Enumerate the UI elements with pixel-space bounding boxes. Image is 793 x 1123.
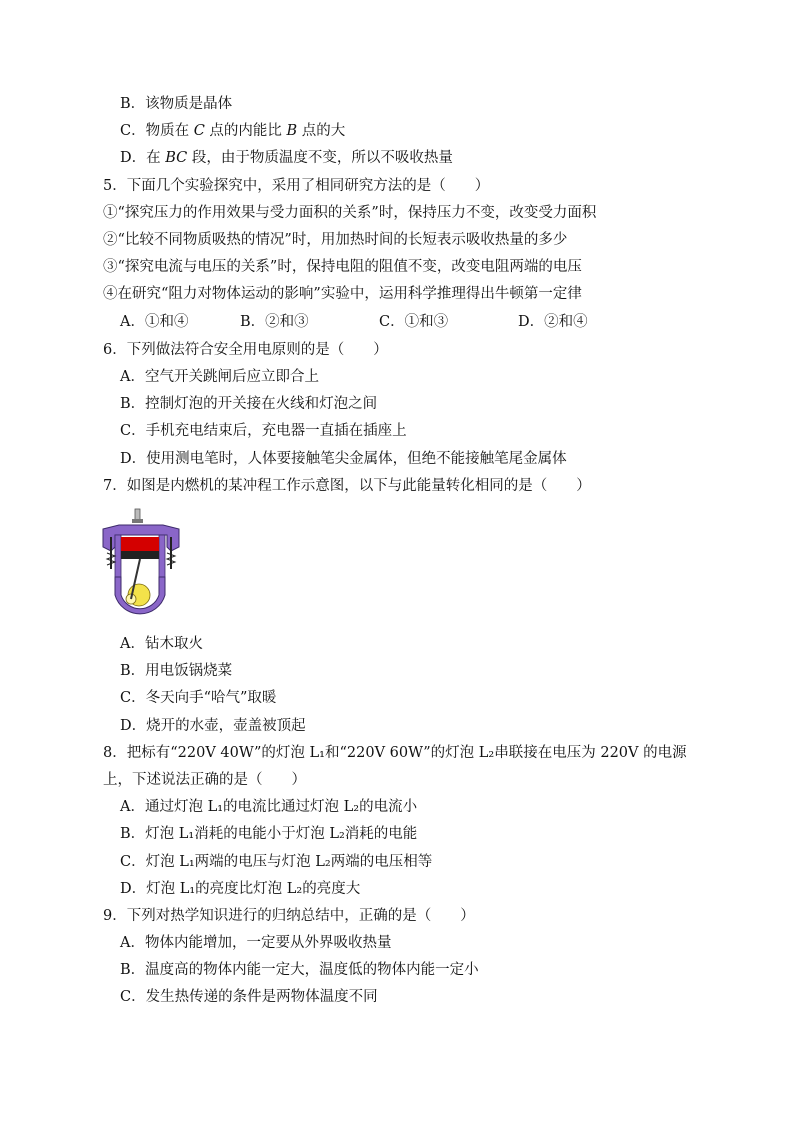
q9-option-c: C．发生热传递的条件是两物体温度不同 bbox=[120, 989, 378, 1005]
q7-option-a: A．钻木取火 bbox=[120, 636, 203, 652]
q7-option-d: D．烧开的水壶，壶盖被顶起 bbox=[120, 718, 306, 734]
q8-stem-line2: 上，下述说法正确的是（ ） bbox=[103, 772, 306, 788]
q9-stem: 9．下列对热学知识进行的归纳总结中，正确的是（ ） bbox=[103, 908, 475, 924]
q5-option-a: A．①和④ bbox=[120, 314, 189, 330]
q7-stem: 7．如图是内燃机的某冲程工作示意图，以下与此能量转化相同的是（ ） bbox=[103, 478, 591, 494]
q5-option-d: D．②和④ bbox=[518, 314, 588, 330]
engine-diagram bbox=[101, 507, 181, 625]
q4-option-b: B．该物质是晶体 bbox=[120, 96, 233, 112]
q7-option-b: B．用电饭锅烧菜 bbox=[120, 663, 233, 679]
piston-ring bbox=[121, 551, 159, 559]
q6-stem: 6．下列做法符合安全用电原则的是（ ） bbox=[103, 342, 388, 358]
piston bbox=[121, 537, 159, 551]
q4-option-c: C．物质在 C 点的内能比 B 点的大 bbox=[120, 123, 346, 139]
q5-stem: 5．下面几个实验探究中，采用了相同研究方法的是（ ） bbox=[103, 178, 490, 194]
q5-options bbox=[120, 312, 588, 332]
q8-stem-line1: 8．把标有“220V 40W”的灯泡 L₁和“220V 60W”的灯泡 L₂串联接在电压为 220V 的电源 bbox=[103, 745, 687, 761]
q6-option-a: A．空气开关跳闸后应立即合上 bbox=[120, 369, 319, 385]
q5-item-3: ③“探究电流与电压的关系”时，保持电阻的阻值不变，改变电阻两端的电压 bbox=[103, 259, 582, 275]
q7-option-c: C．冬天向手“哈气”取暖 bbox=[120, 690, 277, 706]
q6-option-c: C．手机充电结束后，充电器一直插在插座上 bbox=[120, 423, 407, 439]
q5-item-1: ①“探究压力的作用效果与受力面积的关系”时，保持压力不变，改变受力面积 bbox=[103, 205, 597, 221]
q4-option-d: D．在 BC 段，由于物质温度不变，所以不吸收热量 bbox=[120, 150, 453, 166]
q5-option-c: C．①和③ bbox=[379, 314, 449, 330]
cylinder-wall-right bbox=[159, 535, 165, 577]
q8-option-d: D．灯泡 L₁的亮度比灯泡 L₂的亮度大 bbox=[120, 881, 361, 897]
q9-option-a: A．物体内能增加，一定要从外界吸收热量 bbox=[120, 935, 392, 951]
q6-option-b: B．控制灯泡的开关接在火线和灯泡之间 bbox=[120, 396, 378, 412]
q8-option-a: A．通过灯泡 L₁的电流比通过灯泡 L₂的电流小 bbox=[120, 799, 418, 815]
q8-option-b: B．灯泡 L₁消耗的电能小于灯泡 L₂消耗的电能 bbox=[120, 826, 418, 842]
q9-option-b: B．温度高的物体内能一定大，温度低的物体内能一定小 bbox=[120, 962, 479, 978]
q5-option-b: B．②和③ bbox=[240, 314, 309, 330]
q5-item-2: ②“比较不同物质吸热的情况”时，用加热时间的长短表示吸收热量的多少 bbox=[103, 232, 568, 248]
spark-plug-base bbox=[132, 519, 143, 523]
q5-item-4: ④在研究“阻力对物体运动的影响”实验中，运用科学推理得出牛顿第一定律 bbox=[103, 286, 582, 302]
q8-option-c: C．灯泡 L₁两端的电压与灯泡 L₂两端的电压相等 bbox=[120, 854, 433, 870]
q6-option-d: D．使用测电笔时，人体要接触笔尖金属体，但绝不能接触笔尾金属体 bbox=[120, 451, 567, 467]
